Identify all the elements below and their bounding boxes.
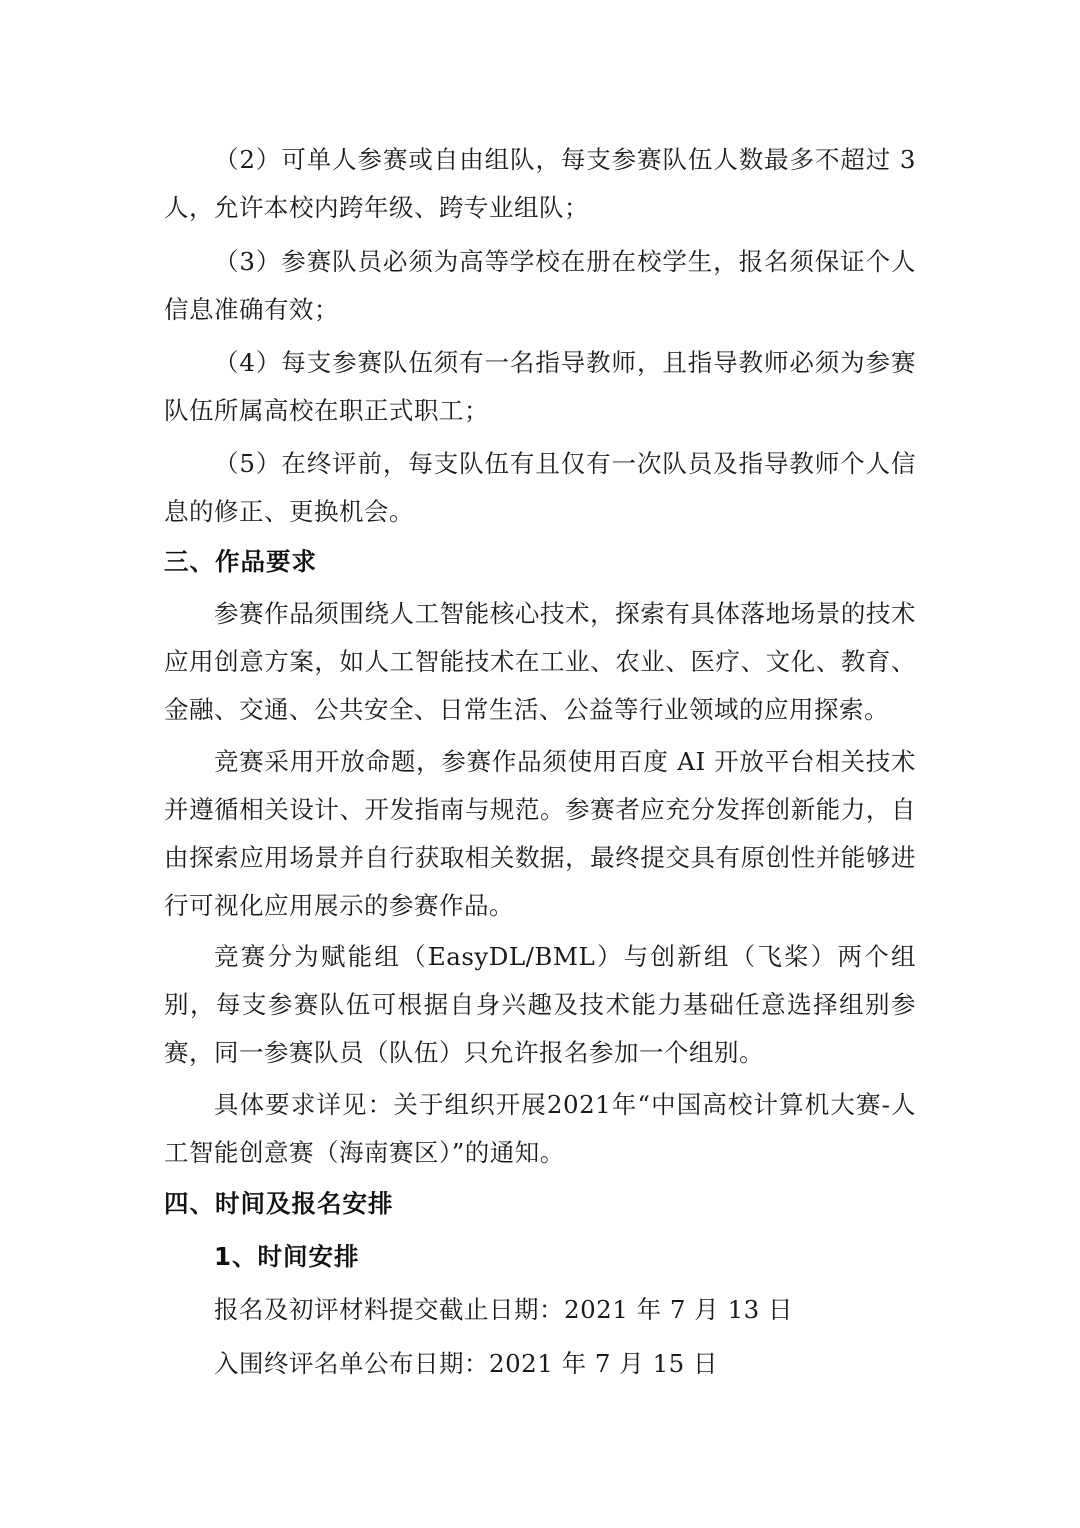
works-requirements-paragraph-4: 具体要求详见：关于组织开展2021年“中国高校计算机大赛-人工智能创意赛（海南赛区）”的通知。 [164, 1090, 916, 1167]
paragraph-item-4: （4）每支参赛队伍须有一名指导教师，且指导教师必须为参赛队伍所属高校在职正式职工； [164, 348, 916, 425]
paragraph-item-2: （2）可单人参赛或自由组队，每支参赛队伍人数最多不超过 3 人，允许本校内跨年级、跨专业组队； [164, 145, 925, 222]
section-heading-schedule: 四、时间及报名安排 [164, 1189, 394, 1218]
works-requirements-paragraph-1: 参赛作品须围绕人工智能核心技术，探索有具体落地场景的技术应用创意方案，如人工智能技术在工业、农业、医疗、文化、教育、金融、交通、公共安全、日常生活、公益等行业领域的应用探索。 [164, 599, 916, 724]
works-requirements-paragraph-3: 竞赛分为赋能组（EasyDL/BML）与创新组（飞桨）两个组别，每支参赛队伍可根据自身兴趣及技术能力基础任意选择组别参赛，同一参赛队员（队伍）只允许报名参加一个组别。 [164, 942, 916, 1067]
paragraph-item-5: （5）在终评前，每支队伍有且仅有一次队员及指导教师个人信息的修正、更换机会。 [164, 449, 916, 526]
section-heading-works-requirements: 三、作品要求 [164, 547, 317, 576]
works-requirements-paragraph-2: 竞赛采用开放命题，参赛作品须使用百度 AI 开放平台相关技术并遵循相关设计、开发指南与规范。参赛者应充分发挥创新能力，自由探索应用场景并自行获取相关数据，最终提交具有原创性并能够进行可视化应用展示的参赛作品。 [164, 747, 916, 920]
deadline-date-line: 报名及初评材料提交截止日期：2021 年 7 月 13 日 [214, 1295, 794, 1324]
finalist-announcement-date-line: 入围终评名单公布日期：2021 年 7 月 15 日 [214, 1349, 719, 1378]
subheading-time-arrangement: 1、时间安排 [214, 1242, 360, 1271]
paragraph-item-3: （3）参赛队员必须为高等学校在册在校学生，报名须保证个人信息准确有效； [164, 247, 916, 324]
